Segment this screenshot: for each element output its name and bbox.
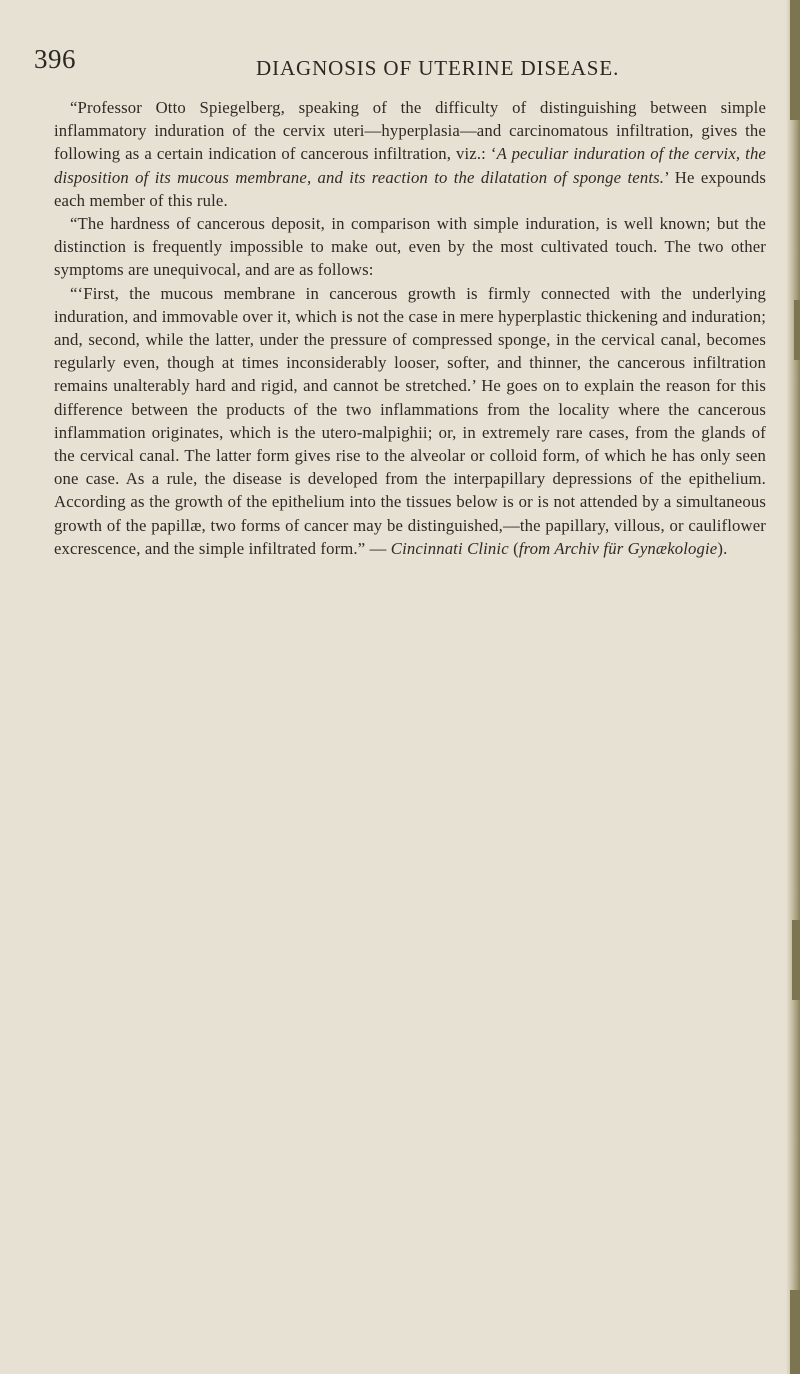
page-number: 396	[34, 44, 76, 74]
page-edge-shadow	[786, 0, 800, 1374]
paragraph-symptoms	[54, 282, 766, 560]
source-journal: Cincinnati Clinic	[390, 538, 509, 558]
paragraph-text: “‘First, the mucous membrane in cancerous growth is firmly connected with the underlying induration, and immovable over it, which is not the case in mere hyperplastic thickening and induration; and, second, while the latter, under the pressure of compressed sponge, in the cervical canal, becomes regularly even, though at times inconsiderably looser, softer, and thinner, the cancerous infiltration remains unalterably hard and rigid, and cannot be stretched.’ He goes on to explain the reason for this difference between the products of the two inflammations from the locality where the cancerous inflammation originates, which is the utero-malpighii; or, in extremely rare cases, from the glands of the cervical canal. The latter form gives rise to the alveolar or colloid form, of which he has only seen one case. As a rule, the disease is developed from the interpapillary depressions of the epithelium. According as the growth of the epithelium into the tissues below is or is not attended by a simultaneous growth of the papillæ, two forms of cancer may be distinguished,—the papillary, villous, or cauliflower excrescence, and the simple infiltrated form.” —	[54, 283, 766, 558]
paragraph-text: ’ He expounds each member of this rule.	[54, 167, 766, 210]
paragraph-spiegelberg-rule	[54, 96, 766, 212]
paragraph-text: “The hardness of cancerous deposit, in comparison with simple induration, is well known; but the distinction is frequently impossible to make out, even by the most cultivated touch. The two other symptoms are unequivocal, and are as follows:	[54, 214, 766, 280]
italic-quotation: A peculiar induration of the cervix, the disposition of its mucous membrane, and its reaction to the dilatation of sponge tents.	[54, 144, 766, 187]
paragraph-hardness	[54, 212, 766, 282]
paragraph-text: ).	[717, 538, 728, 558]
paragraph-text: (	[508, 538, 519, 558]
body-text	[54, 96, 766, 560]
paragraph-text: “Professor Otto Spiegelberg, speaking of the difficulty of distinguishing between simple inflammatory induration of the cervix uteri—hyperplasia—and carcinomatous infiltration, gives the following as a certain indication of cancerous infiltration, viz.: ‘	[54, 98, 766, 164]
running-head-title: DIAGNOSIS OF UTERINE DISEASE.	[256, 56, 620, 80]
source-archive: from Archiv für Gynækologie	[518, 538, 718, 558]
